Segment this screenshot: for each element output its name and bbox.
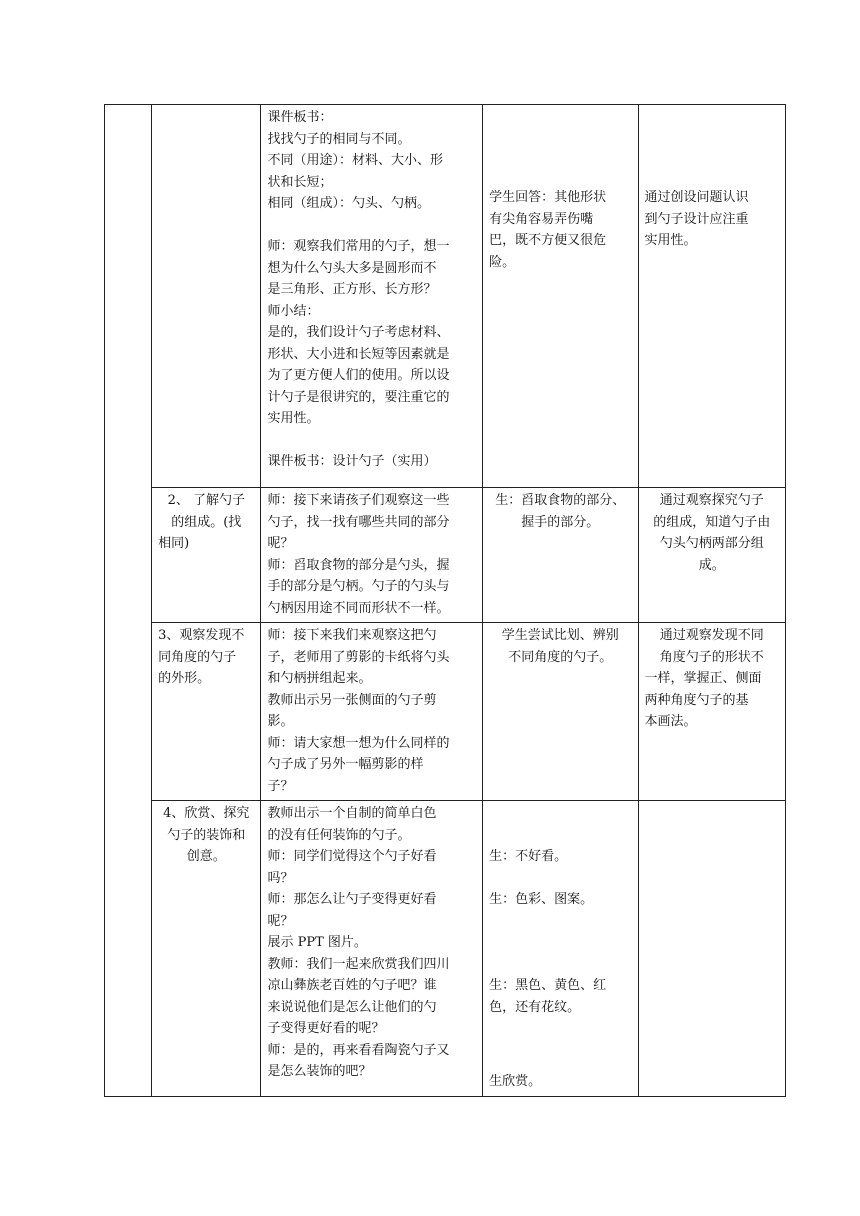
text-line: 来说说他们是怎么让他们的勺 [267,999,437,1015]
teacher-activity-cell [261,105,483,488]
text-line: 子，老师用了剪影的卡纸将勺头 [267,649,450,665]
text-line: 到勺子设计应注重 [644,211,749,227]
text-line: 师：舀取食物的部分是勺头，握 [267,557,450,573]
text-line: 不同（用途）：材料、大小、形 [267,153,443,168]
text-line: 和勺柄拼组起来。 [267,671,372,686]
text-line: 影。 [267,714,294,729]
text-line: 一样，掌握正、侧面 [644,671,762,686]
text-line: 形状、大小进和长短等因素就是 [267,346,450,362]
text-line: 4、欣赏、探究 [163,806,250,821]
text-line: 学生回答：其他形状 [489,190,607,205]
text-line: 生：黑色、黄色、红 [489,978,607,993]
text-line: 创意。 [186,849,226,864]
text-line: 相同) [158,536,190,551]
student-activity-cell [483,105,638,488]
text-line: 师小结： [267,303,320,319]
purpose-cell [638,488,785,623]
student-activity-cell [483,801,638,1097]
text-line: 3、观察发现不 [158,628,245,643]
text-line: 课件板书：设计勺子（实用） [267,454,437,469]
text-line: 学生尝试比划、辨别 [501,628,619,643]
stage-cell [152,105,261,488]
stage-cell [152,801,261,1097]
text-line: 生：舀取食物的部分、 [495,493,626,508]
text-line: 的组成，知道勺子由 [653,514,771,530]
text-line: 实用性。 [644,233,697,248]
text-line: 通过创设问题认识 [644,190,749,205]
text-line: 计勺子是很讲究的，要注重它的 [267,389,450,405]
text-line: 勺头勺柄两部分组 [659,536,764,551]
text-line: 师：是的，再来看看陶瓷勺子又 [267,1042,450,1058]
text-line: 师：请大家想一想为什么同样的 [267,735,450,751]
purpose-cell [638,623,785,801]
text-line: 是的，我们设计勺子考虑材料、 [267,325,450,340]
text-line: 师：接下来我们来观察这把勺 [267,628,437,643]
text-line: 勺子的装饰和 [167,827,246,843]
text-line: 吗？ [267,870,294,886]
text-line: 为了更方便人们的使用。所以设 [267,368,450,383]
text-line: 凉山彝族老百姓的勺子吧？谁 [267,978,437,993]
text-line: 教师：我们一起来欣赏我们四川 [267,956,450,972]
text-line: 成。 [698,557,725,573]
text-line: 不同角度的勺子。 [508,649,613,665]
teacher-activity-cell [261,488,483,623]
table-row [105,105,786,488]
text-line: 实用性。 [267,411,320,426]
text-line: 手的部分是勺柄。勺子的勺头与 [267,579,450,594]
text-line: 师：同学们觉得这个勺子好看 [267,849,437,864]
student-activity-cell [483,623,638,801]
teacher-activity-cell [261,623,483,801]
text-line: 教师出示另一张侧面的勺子剪 [267,692,437,708]
text-line: 展示 PPT 图片。 [267,935,367,950]
text-line: 状和长短； [267,174,333,190]
table-row [105,623,786,801]
text-line: 有尖角容易弄伤嘴 [489,211,594,227]
text-line: 的没有任何装饰的勺子。 [267,827,411,843]
text-line: 同角度的勺子 [158,649,237,665]
text-line: 师：那怎么让勺子变得更好看 [267,892,437,907]
text-line: 师：接下来请孩子们观察这一些 [267,493,450,508]
text-line: 子？ [267,778,294,794]
text-line: 险。 [489,254,516,270]
lesson-plan-table [104,104,786,1097]
teacher-activity-cell [261,801,483,1097]
text-line: 生：色彩、图案。 [489,892,594,907]
student-activity-cell [483,488,638,623]
text-line: 子变得更好看的呢？ [267,1021,385,1036]
text-line: 通过观察探究勺子 [659,493,764,508]
text-line: 教师出示一个自制的简单白色 [267,806,437,821]
purpose-cell [638,105,785,488]
text-line: 是三角形、正方形、长方形？ [267,282,437,297]
table-row [105,488,786,623]
purpose-cell [638,801,785,1097]
text-line: 相同（组成）：勺头、勺柄。 [267,196,430,211]
text-line: 生：不好看。 [489,849,568,864]
text-line: 两种角度勺子的基 [644,692,749,708]
table-row [105,801,786,1097]
text-line: 勺子，找一找有哪些共同的部分 [267,514,450,530]
text-line: 勺柄因用途不同而形状不一样。 [267,600,450,616]
text-line: 的外形。 [158,671,211,686]
text-line: 的组成。(找 [171,514,242,530]
text-line: 呢？ [267,536,294,551]
text-line: 握手的部分。 [521,514,600,530]
stage-cell [152,623,261,801]
blank-column [105,105,152,1097]
text-line: 勺子成了另外一幅剪影的样 [267,757,424,772]
text-line: 通过观察发现不同 [659,628,764,643]
text-line: 想为什么勺头大多是圆形而不 [267,260,437,276]
text-line: 2、 了解勺子 [167,493,245,508]
text-line: 呢？ [267,913,294,929]
text-line: 课件板书： [267,110,333,125]
text-line: 找找勺子的相同与不同。 [267,131,411,147]
text-line: 是怎么装饰的吧？ [267,1064,372,1079]
text-line: 角度勺子的形状不 [659,649,764,665]
stage-cell [152,488,261,623]
text-line: 本画法。 [644,714,697,729]
text-line: 生欣赏。 [489,1074,542,1089]
text-line: 师：观察我们常用的勺子，想一 [267,239,450,254]
text-line: 巴，既不方便又很危 [489,233,607,248]
text-line: 色，还有花纹。 [489,999,581,1015]
